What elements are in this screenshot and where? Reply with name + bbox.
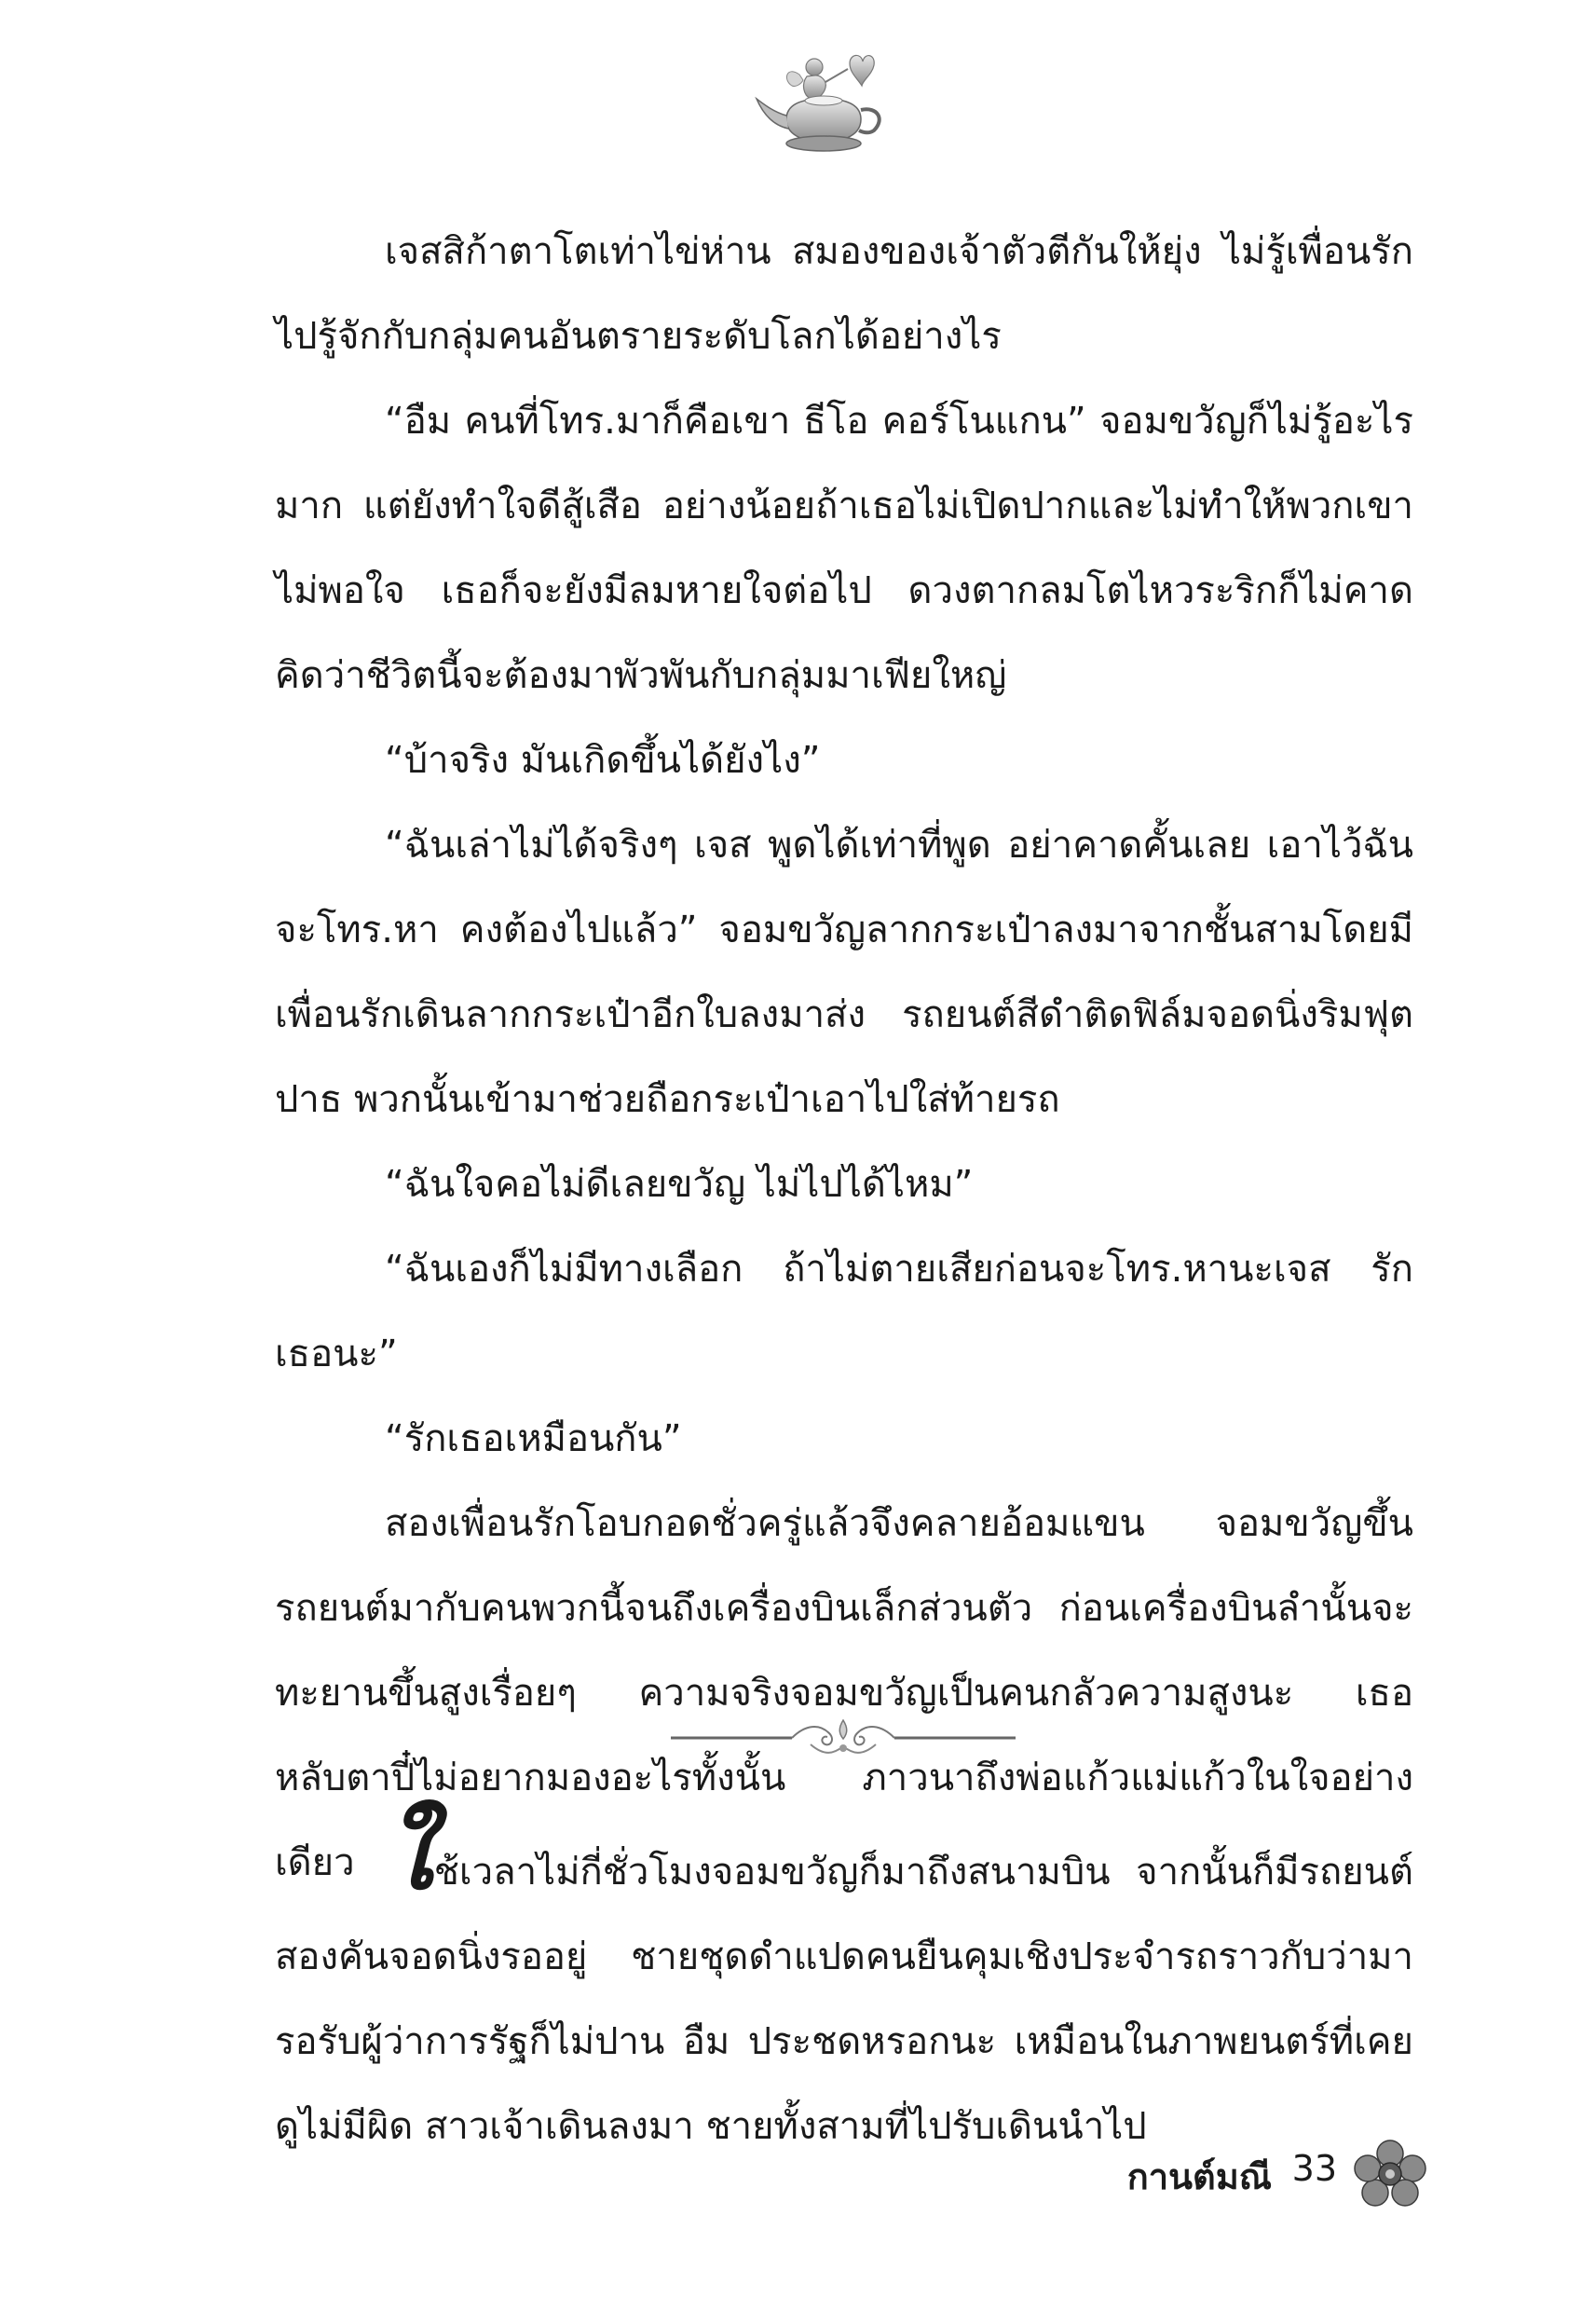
main-text (275, 210, 1413, 1906)
flourish-divider-icon (671, 1705, 1016, 1771)
paragraph: “ฉันเองก็ไม่มีทางเลือก ถ้าไม่ตายเสียก่อนจะโทร.หานะเจส รักเธอนะ” (275, 1248, 1413, 1375)
paragraph: “ฉันใจคอไม่ดีเลยขวัญ ไม่ไปได้ไหม” (385, 1163, 974, 1206)
paragraph: “รักเธอเหมือนกัน” (385, 1417, 682, 1460)
paragraph: สองเพื่อนรักโอบกอดชั่วครู่แล้วจึงคลายอ้อมแขน จอมขวัญขึ้นรถยนต์มากับคนพวกนี้จนถึงเครื่องบินเล็กส่วนตัว ก่อนเครื่องบินลำนั้นจะทะยานขึ้นสูงเรื่อยๆ ความจริงจอมขวัญเป็นคนกลัวความสูงนะ เธอหลับตาปี๋ไม่อยากมองอะไรทั้งนั้น ภาวนาถึงพ่อแก้วแม่แก้วในใจอย่างเดียว (275, 1502, 1413, 1884)
paragraph-text: ช้เวลาไม่กี่ชั่วโมงจอมขวัญก็มาถึงสนามบิน จากนั้นก็มีรถยนต์สองคันจอดนิ่งรออยู่ ชายชุดดำแปดคนยืนคุมเชิงประจำรถราวกับว่ามารอรับผู้ว่าการรัฐก็ไม่ปาน อืม ประชดหรอกนะ เหมือนในภาพยนตร์ที่เคยดูไม่มีผิด สาวเจ้าเดินลงมา ชายทั้งสามที่ไปรับเดินนำไป (275, 1851, 1413, 2148)
page-number: 33 (1291, 2148, 1337, 2189)
paragraph: “บ้าจริง มันเกิดขึ้นได้ยังไง” (385, 739, 821, 782)
paragraph: “อืม คนที่โทร.มาก็คือเขา ธีโอ คอร์โนแกน” จอมขวัญก็ไม่รู้อะไรมาก แต่ยังทำใจดีสู้เสือ อย่างน้อยถ้าเธอไม่เปิดปากและไม่ทำให้พวกเขาไม่พอใจ เธอก็จะยังมีลมหายใจต่อไป ดวงตากลมโตไหวระริกก็ไม่คาดคิดว่าชีวิตนี้จะต้องมาพัวพันกับกลุ่มมาเฟียใหญ่ (275, 400, 1413, 697)
page-footer (1044, 2139, 1444, 2213)
book-title: กานต์มณี (1126, 2156, 1272, 2197)
section-two-text (275, 1797, 1413, 2169)
flower-icon (1353, 2139, 1427, 2209)
paragraph: เจสสิก้าตาโตเท่าไข่ห่าน สมองของเจ้าตัวตีกันให้ยุ่ง ไม่รู้เพื่อนรักไปรู้จักกับกลุ่มคนอันตรายระดับโลกได้อย่างไร (275, 230, 1413, 358)
paragraph: “ฉันเล่าไม่ได้จริงๆ เจส พูดได้เท่าที่พูด อย่าคาดคั้นเลย เอาไว้ฉันจะโทร.หา คงต้องไปแล้ว” จอมขวัญลากกระเป๋าลงมาจากชั้นสามโดยมีเพื่อนรักเดินลากกระเป๋าอีกใบลงมาส่ง รถยนต์สีดำติดฟิล์มจอดนิ่งริมฟุตปาธ พวกนั้นเข้ามาช่วยถือกระเป๋าเอาไปใส่ท้ายรถ (275, 824, 1413, 1121)
drop-cap: ใ (385, 1797, 432, 1911)
teapot-cupid-ornament-icon (745, 47, 904, 158)
paragraph (275, 1797, 1413, 2169)
